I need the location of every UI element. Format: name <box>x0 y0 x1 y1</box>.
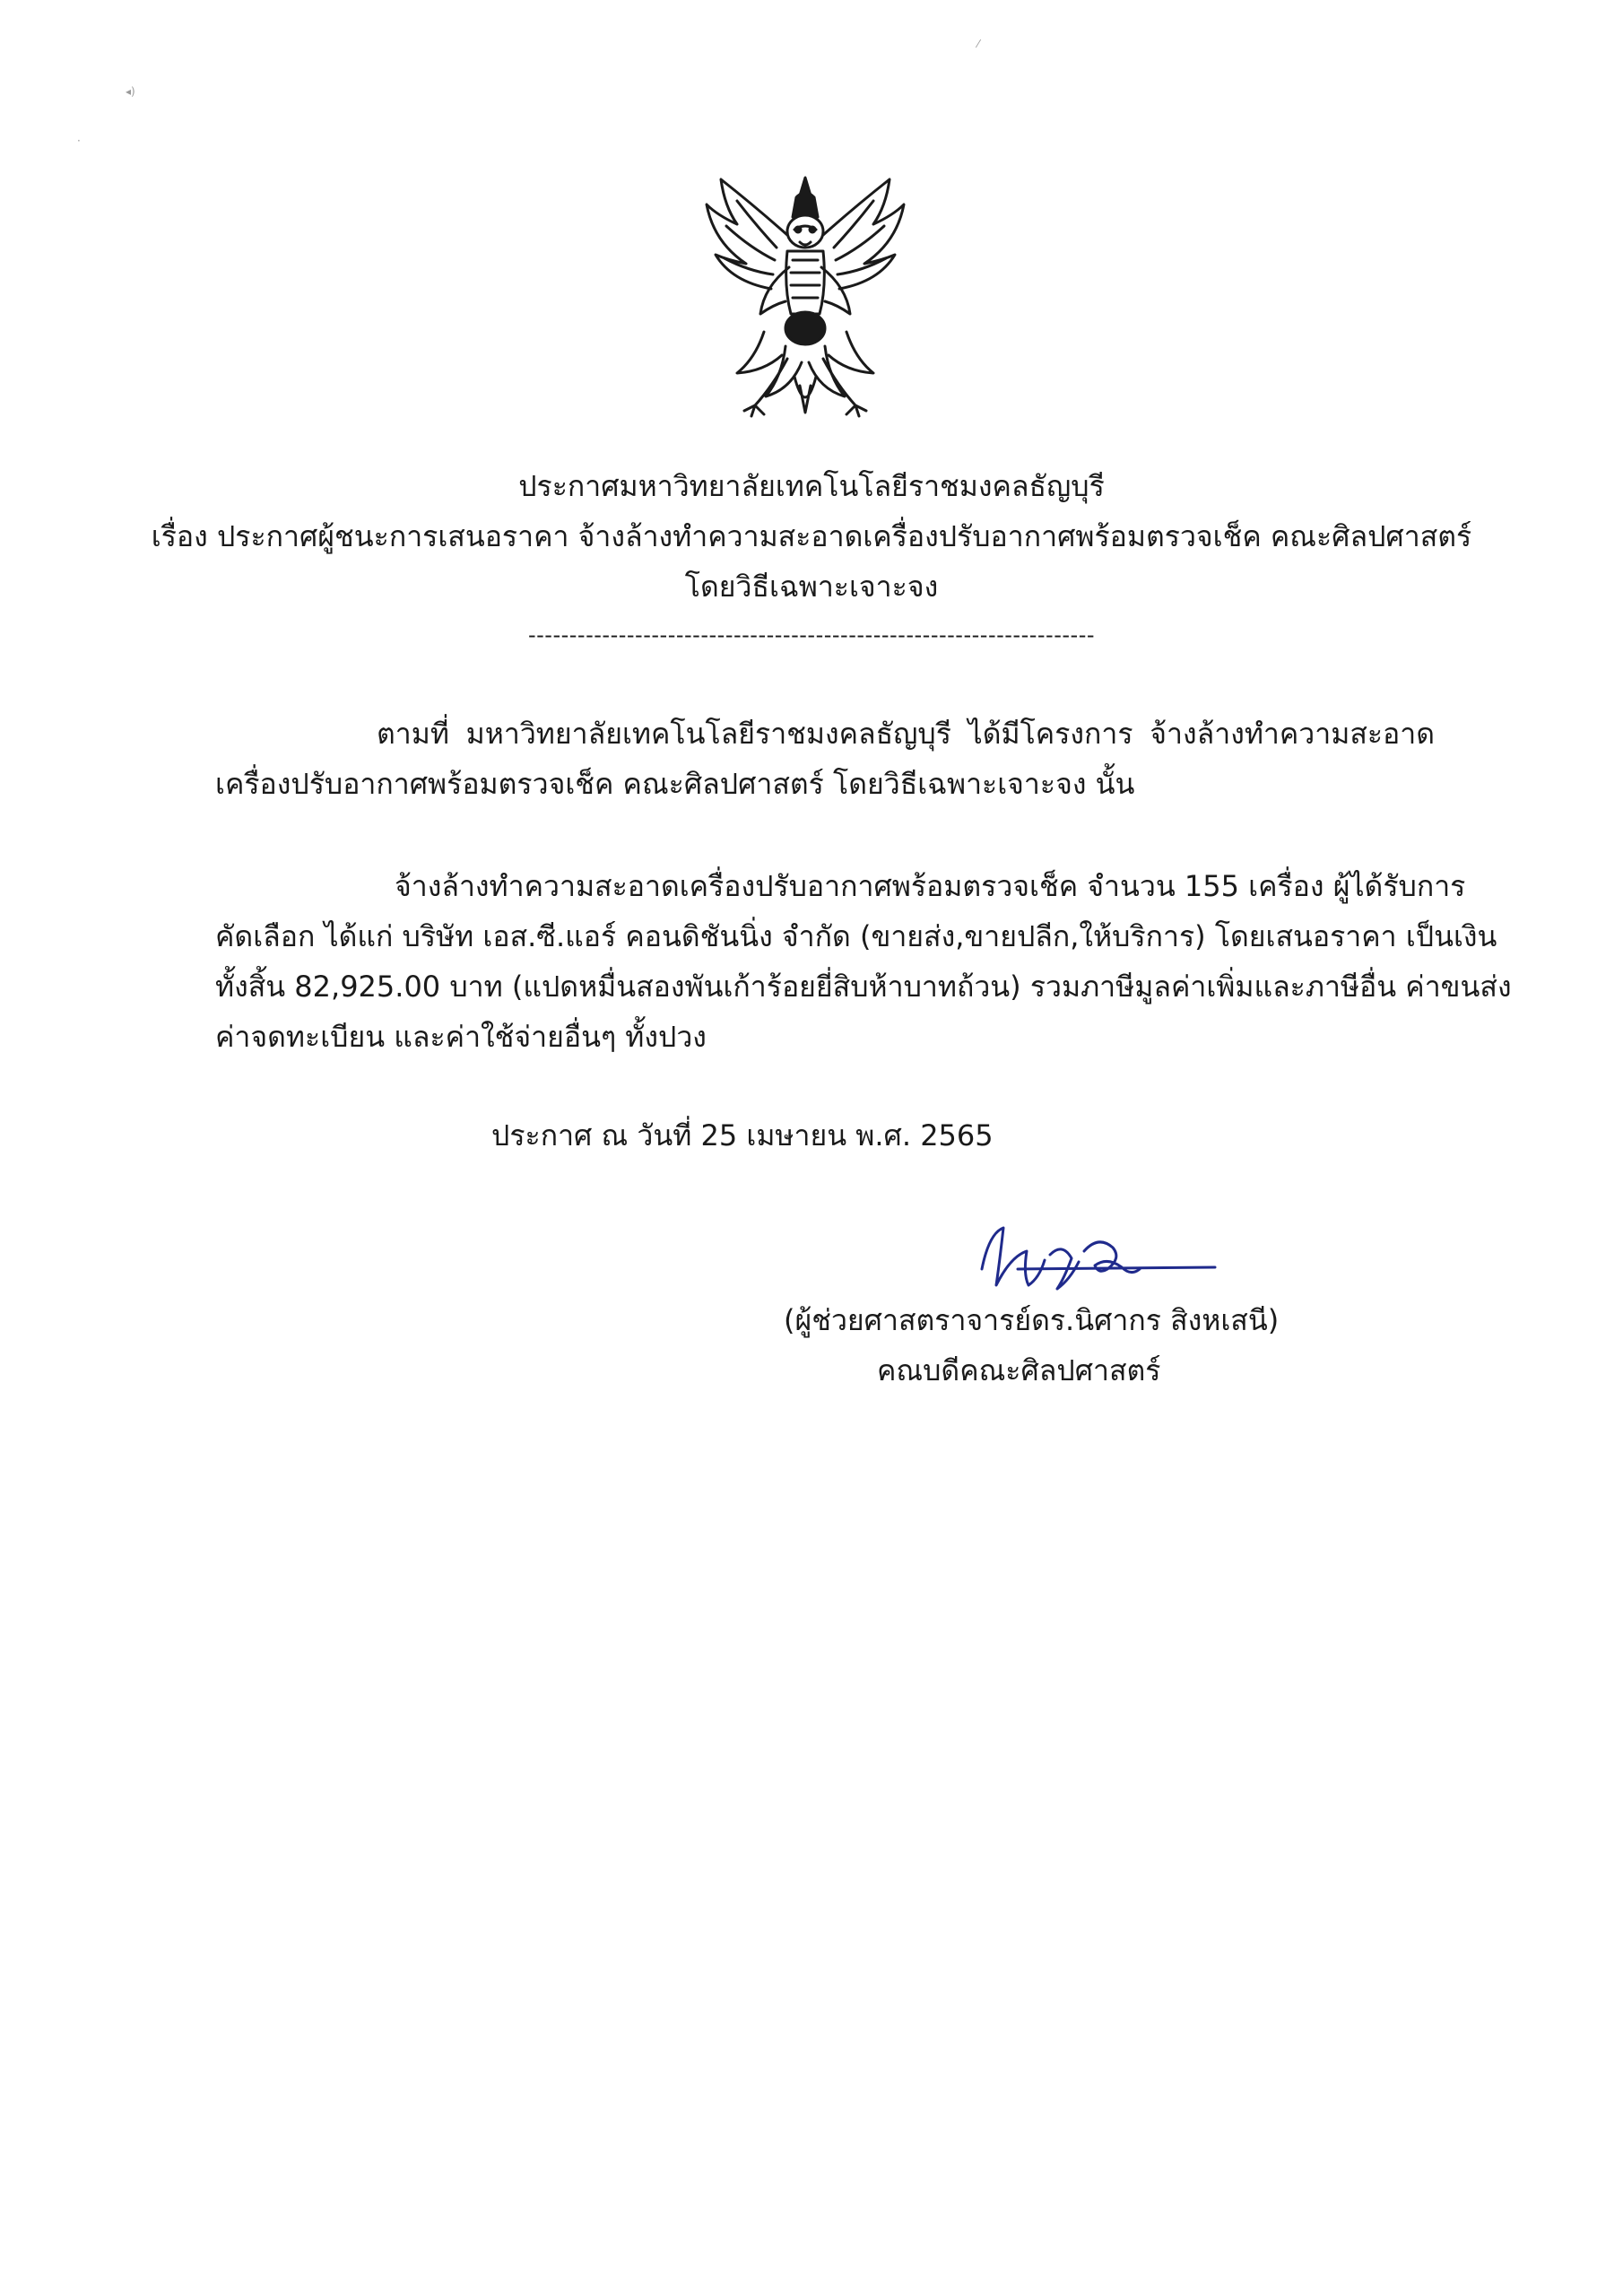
signatory-position: คณบดีคณะศิลปศาสตร์ <box>877 1353 1161 1387</box>
subject-line: เรื่อง ประกาศผู้ชนะการเสนอราคา จ้างล้างทำความสะอาดเครื่องปรับอากาศพร้อมตรวจเช็ค คณะศิลปศาสตร์ <box>151 519 1472 553</box>
paragraph2-line3: ทั้งสิ้น 82,925.00 บาท (แปดหมื่นสองพันเก้าร้อยยี่สิบห้าบาทถ้วน) รวมภาษีมูลค่าเพิ่มและภาษีอื่น ค่าขนส่ง <box>215 970 1512 1004</box>
scan-speck: ◂) <box>126 85 135 98</box>
subject-method: โดยวิธีเฉพาะเจาะจง <box>684 570 939 604</box>
signatory-name: (ผู้ช่วยศาสตราจารย์ดร.นิศากร สิงหเสนี) <box>784 1303 1280 1337</box>
divider-line: --------------------------------------------------------------------- <box>527 622 1096 648</box>
scan-speck: ⁄ <box>977 38 980 50</box>
garuda-emblem-icon <box>701 170 909 422</box>
announcement-title: ประกาศมหาวิทยาลัยเทคโนโลยีราชมงคลธัญบุรี <box>518 469 1105 503</box>
paragraph2-line2: คัดเลือก ได้แก่ บริษัท เอส.ซี.แอร์ คอนดิชันนิ่ง จำกัด (ขายส่ง,ขายปลีก,ให้บริการ) โดยเสนอราคา เป็นเงิน <box>215 919 1497 953</box>
paragraph1-line2: เครื่องปรับอากาศพร้อมตรวจเช็ค คณะศิลปศาสตร์ โดยวิธีเฉพาะเจาะจง นั้น <box>215 767 1135 801</box>
scan-speck: · <box>77 135 81 147</box>
announcement-date: ประกาศ ณ วันที่ 25 เมษายน พ.ศ. 2565 <box>491 1118 994 1152</box>
paragraph1-line1: ตามที่ มหาวิทยาลัยเทคโนโลยีราชมงคลธัญบุรี ได้มีโครงการ จ้างล้างทำความสะอาด <box>377 717 1435 751</box>
paragraph2-line4: ค่าจดทะเบียน และค่าใช้จ่ายอื่นๆ ทั้งปวง <box>215 1020 707 1054</box>
handwritten-signature <box>964 1215 1233 1314</box>
paragraph2-line1: จ้างล้างทำความสะอาดเครื่องปรับอากาศพร้อมตรวจเช็ค จำนวน 155 เครื่อง ผู้ได้รับการ <box>395 869 1466 903</box>
